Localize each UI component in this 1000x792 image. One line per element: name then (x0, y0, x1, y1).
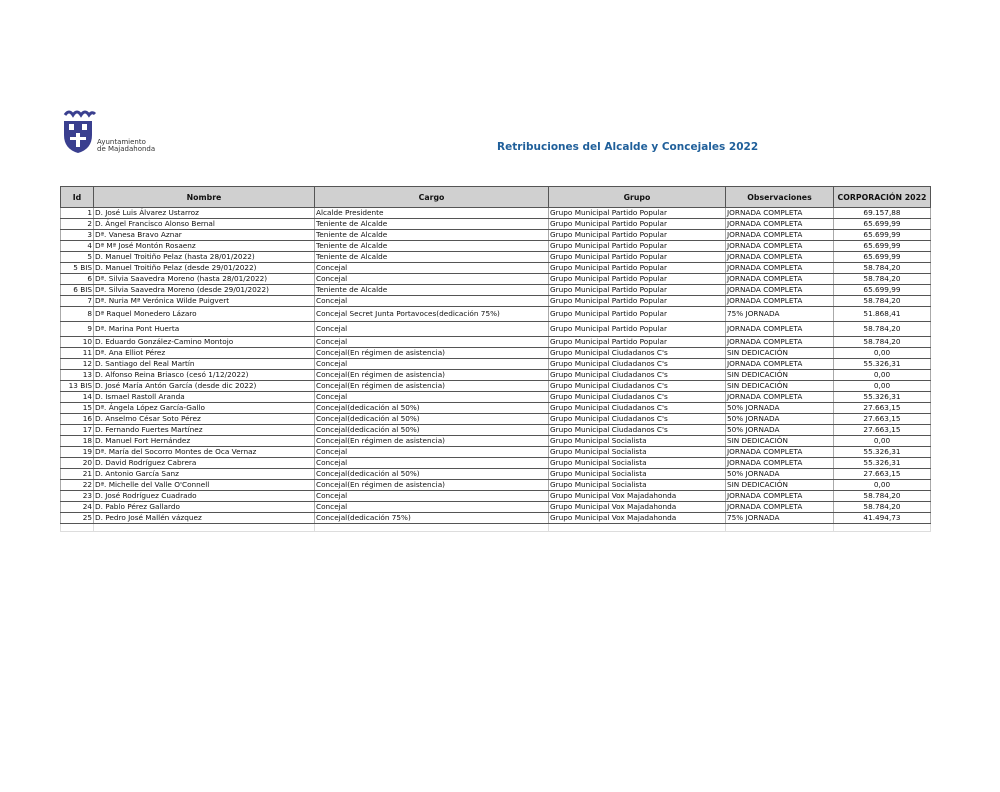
cell-cargo: Concejal (315, 491, 549, 502)
table-row (61, 263, 931, 274)
cell-grupo: Grupo Municipal Partido Popular (549, 263, 726, 274)
cell-grupo: Grupo Municipal Partido Popular (549, 230, 726, 241)
cell-nombre: D. Santiago del Real Martín (94, 359, 315, 370)
cell-observaciones: SIN DEDICACIÓN (726, 436, 834, 447)
cell-observaciones: 75% JORNADA (726, 307, 834, 322)
cell-id: 12 (61, 359, 94, 370)
cell-grupo: Grupo Municipal Vox Majadahonda (549, 502, 726, 513)
cell-nombre: D. Ismael Rastoll Aranda (94, 392, 315, 403)
cell-grupo: Grupo Municipal Partido Popular (549, 219, 726, 230)
cell-importe: 58.784,20 (834, 502, 931, 513)
cell-id: 16 (61, 414, 94, 425)
cell-cargo: Concejal(En régimen de asistencia) (315, 348, 549, 359)
cell-id: 3 (61, 230, 94, 241)
cell-cargo: Teniente de Alcalde (315, 219, 549, 230)
table-row (61, 322, 931, 337)
cell-importe: 65.699,99 (834, 252, 931, 263)
header-id: Id (61, 187, 94, 208)
cell-observaciones: SIN DEDICACIÓN (726, 381, 834, 392)
cell-cargo: Concejal (315, 337, 549, 348)
cell-cargo: Concejal(En régimen de asistencia) (315, 436, 549, 447)
cell-grupo: Grupo Municipal Ciudadanos C's (549, 403, 726, 414)
cell-cargo: Concejal(dedicación 75%) (315, 513, 549, 524)
cell-nombre: D. Ángel Francisco Alonso Bernal (94, 219, 315, 230)
cell-id: 6 BIS (61, 285, 94, 296)
header-corporacion: CORPORACIÓN 2022 (834, 187, 931, 208)
cell-nombre: D. Manuel Fort Hernández (94, 436, 315, 447)
cell-observaciones: JORNADA COMPLETA (726, 502, 834, 513)
cell-id: 20 (61, 458, 94, 469)
cell-id: 19 (61, 447, 94, 458)
cell-nombre: Dª. Marina Pont Huerta (94, 322, 315, 337)
cell-observaciones: SIN DEDICACIÓN (726, 348, 834, 359)
cell-cargo: Concejal(En régimen de asistencia) (315, 370, 549, 381)
cell-nombre: Dª. Nuria Mª Verónica Wilde Puigvert (94, 296, 315, 307)
cell-nombre: D. Fernando Fuertes Martínez (94, 425, 315, 436)
cell-grupo: Grupo Municipal Socialista (549, 480, 726, 491)
cell-grupo: Grupo Municipal Partido Popular (549, 241, 726, 252)
cell-nombre: Dª. Ana Elliot Pérez (94, 348, 315, 359)
cell-grupo: Grupo Municipal Ciudadanos C's (549, 425, 726, 436)
blank-cell (549, 524, 726, 532)
cell-cargo: Alcalde Presidente (315, 208, 549, 219)
cell-grupo: Grupo Municipal Ciudadanos C's (549, 414, 726, 425)
cell-id: 10 (61, 337, 94, 348)
cell-nombre: D. José Luis Álvarez Ustarroz (94, 208, 315, 219)
cell-id: 13 BIS (61, 381, 94, 392)
cell-importe: 65.699,99 (834, 219, 931, 230)
cell-observaciones: JORNADA COMPLETA (726, 219, 834, 230)
cell-nombre: Dª. Michelle del Valle O'Connell (94, 480, 315, 491)
table-row (61, 348, 931, 359)
cell-observaciones: JORNADA COMPLETA (726, 252, 834, 263)
cell-id: 8 (61, 307, 94, 322)
cell-id: 5 (61, 252, 94, 263)
cell-observaciones: JORNADA COMPLETA (726, 491, 834, 502)
cell-cargo: Concejal(En régimen de asistencia) (315, 381, 549, 392)
cell-grupo: Grupo Municipal Socialista (549, 436, 726, 447)
logo-line-2: de Majadahonda (97, 145, 156, 153)
table-row (61, 469, 931, 480)
cell-nombre: Dª Raquel Monedero Lázaro (94, 307, 315, 322)
cell-observaciones: 50% JORNADA (726, 469, 834, 480)
cell-grupo: Grupo Municipal Partido Popular (549, 307, 726, 322)
cell-importe: 41.494,73 (834, 513, 931, 524)
table-row (61, 359, 931, 370)
cell-nombre: D. Alfonso Reina Briasco (cesó 1/12/2022) (94, 370, 315, 381)
cell-importe: 55.326,31 (834, 447, 931, 458)
cell-nombre: D. Anselmo César Soto Pérez (94, 414, 315, 425)
cell-grupo: Grupo Municipal Partido Popular (549, 274, 726, 285)
cell-importe: 51.868,41 (834, 307, 931, 322)
table-row (61, 425, 931, 436)
cell-id: 5 BIS (61, 263, 94, 274)
cell-grupo: Grupo Municipal Ciudadanos C's (549, 359, 726, 370)
cell-cargo: Concejal(dedicación al 50%) (315, 469, 549, 480)
cell-nombre: Dª. Vanesa Bravo Aznar (94, 230, 315, 241)
cell-id: 25 (61, 513, 94, 524)
cell-importe: 0,00 (834, 381, 931, 392)
cell-grupo: Grupo Municipal Ciudadanos C's (549, 392, 726, 403)
table-row (61, 285, 931, 296)
cell-cargo: Concejal (315, 322, 549, 337)
cell-nombre: D. José Rodríguez Cuadrado (94, 491, 315, 502)
header-cargo: Cargo (315, 187, 549, 208)
table-row (61, 392, 931, 403)
cell-grupo: Grupo Municipal Partido Popular (549, 337, 726, 348)
cell-cargo: Concejal (315, 263, 549, 274)
cell-id: 22 (61, 480, 94, 491)
cell-id: 14 (61, 392, 94, 403)
cell-observaciones: JORNADA COMPLETA (726, 322, 834, 337)
cell-observaciones: JORNADA COMPLETA (726, 447, 834, 458)
cell-cargo: Concejal (315, 458, 549, 469)
table-row (61, 414, 931, 425)
cell-importe: 0,00 (834, 480, 931, 491)
cell-nombre: Dª. Silvia Saavedra Moreno (desde 29/01/2022) (94, 285, 315, 296)
cell-cargo: Concejal (315, 274, 549, 285)
cell-observaciones: JORNADA COMPLETA (726, 274, 834, 285)
cell-importe: 58.784,20 (834, 491, 931, 502)
cell-cargo: Concejal (315, 392, 549, 403)
cell-importe: 27.663,15 (834, 403, 931, 414)
cell-importe: 55.326,31 (834, 392, 931, 403)
cell-observaciones: SIN DEDICACIÓN (726, 480, 834, 491)
cell-observaciones: JORNADA COMPLETA (726, 285, 834, 296)
table-blank-row (61, 524, 931, 532)
retribuciones-table (60, 186, 931, 532)
cell-observaciones: JORNADA COMPLETA (726, 458, 834, 469)
cell-grupo: Grupo Municipal Vox Majadahonda (549, 491, 726, 502)
cell-importe: 55.326,31 (834, 458, 931, 469)
cell-importe: 58.784,20 (834, 337, 931, 348)
cell-observaciones: JORNADA COMPLETA (726, 359, 834, 370)
table-row (61, 230, 931, 241)
cell-cargo: Concejal Secret Junta Portavoces(dedicación 75%) (315, 307, 549, 322)
cell-cargo: Concejal(dedicación al 50%) (315, 414, 549, 425)
cell-grupo: Grupo Municipal Partido Popular (549, 208, 726, 219)
header-nombre: Nombre (94, 187, 315, 208)
table-row (61, 370, 931, 381)
cell-importe: 69.157,88 (834, 208, 931, 219)
table-row (61, 241, 931, 252)
cell-cargo: Teniente de Alcalde (315, 241, 549, 252)
cell-cargo: Concejal (315, 359, 549, 370)
blank-cell (315, 524, 549, 532)
cell-nombre: Dª. Ángela López García-Gallo (94, 403, 315, 414)
cell-cargo: Teniente de Alcalde (315, 285, 549, 296)
cell-id: 9 (61, 322, 94, 337)
cell-grupo: Grupo Municipal Ciudadanos C's (549, 348, 726, 359)
cell-observaciones: JORNADA COMPLETA (726, 296, 834, 307)
cell-importe: 27.663,15 (834, 425, 931, 436)
cell-importe: 0,00 (834, 348, 931, 359)
cell-id: 15 (61, 403, 94, 414)
cell-importe: 55.326,31 (834, 359, 931, 370)
cell-nombre: Dª. Silvia Saavedra Moreno (hasta 28/01/2022) (94, 274, 315, 285)
cell-cargo: Teniente de Alcalde (315, 230, 549, 241)
cell-nombre: D. Manuel Troitiño Pelaz (hasta 28/01/2022) (94, 252, 315, 263)
cell-grupo: Grupo Municipal Partido Popular (549, 322, 726, 337)
cell-cargo: Concejal(En régimen de asistencia) (315, 480, 549, 491)
cell-nombre: D. David Rodríguez Cabrera (94, 458, 315, 469)
table-header-row (61, 187, 931, 208)
cell-cargo: Concejal (315, 296, 549, 307)
logo-line-1: Ayuntamiento (97, 138, 146, 146)
table-row (61, 208, 931, 219)
cell-cargo: Concejal(dedicación al 50%) (315, 425, 549, 436)
cell-observaciones: 50% JORNADA (726, 403, 834, 414)
cell-cargo: Concejal (315, 447, 549, 458)
cell-grupo: Grupo Municipal Ciudadanos C's (549, 370, 726, 381)
cell-id: 6 (61, 274, 94, 285)
cell-nombre: D. José María Antón García (desde dic 2022) (94, 381, 315, 392)
cell-importe: 58.784,20 (834, 296, 931, 307)
table-row (61, 296, 931, 307)
cell-nombre: Dª Mª José Montón Rosaenz (94, 241, 315, 252)
logo-text (97, 139, 155, 153)
table-row (61, 502, 931, 513)
cell-importe: 65.699,99 (834, 241, 931, 252)
cell-observaciones: 75% JORNADA (726, 513, 834, 524)
cell-id: 23 (61, 491, 94, 502)
cell-importe: 27.663,15 (834, 414, 931, 425)
cell-observaciones: JORNADA COMPLETA (726, 230, 834, 241)
cell-grupo: Grupo Municipal Partido Popular (549, 285, 726, 296)
table-row (61, 480, 931, 491)
table-row (61, 252, 931, 263)
cell-observaciones: JORNADA COMPLETA (726, 263, 834, 274)
table-row (61, 381, 931, 392)
cell-observaciones: JORNADA COMPLETA (726, 241, 834, 252)
cell-nombre: D. Manuel Troitiño Pelaz (desde 29/01/2022) (94, 263, 315, 274)
table-row (61, 219, 931, 230)
blank-cell (726, 524, 834, 532)
table-row (61, 307, 931, 322)
cell-importe: 0,00 (834, 436, 931, 447)
cell-id: 18 (61, 436, 94, 447)
cell-grupo: Grupo Municipal Ciudadanos C's (549, 381, 726, 392)
cell-cargo: Concejal(dedicación al 50%) (315, 403, 549, 414)
cell-nombre: D. Pedro José Mallén vázquez (94, 513, 315, 524)
cell-grupo: Grupo Municipal Socialista (549, 447, 726, 458)
cell-importe: 58.784,20 (834, 263, 931, 274)
cell-id: 17 (61, 425, 94, 436)
cell-grupo: Grupo Municipal Partido Popular (549, 296, 726, 307)
blank-cell (94, 524, 315, 532)
cell-observaciones: JORNADA COMPLETA (726, 208, 834, 219)
table-row (61, 513, 931, 524)
table-row (61, 436, 931, 447)
table-row (61, 458, 931, 469)
table-row (61, 403, 931, 414)
cell-nombre: D. Eduardo González-Camino Montojo (94, 337, 315, 348)
cell-grupo: Grupo Municipal Socialista (549, 469, 726, 480)
table-row (61, 274, 931, 285)
cell-id: 13 (61, 370, 94, 381)
cell-observaciones: 50% JORNADA (726, 425, 834, 436)
coat-of-arms-icon (60, 107, 100, 157)
cell-nombre: D. Pablo Pérez Gallardo (94, 502, 315, 513)
cell-cargo: Concejal (315, 502, 549, 513)
cell-id: 11 (61, 348, 94, 359)
cell-importe: 0,00 (834, 370, 931, 381)
cell-id: 1 (61, 208, 94, 219)
cell-id: 21 (61, 469, 94, 480)
cell-nombre: D. Antonio García Sanz (94, 469, 315, 480)
cell-id: 4 (61, 241, 94, 252)
cell-id: 24 (61, 502, 94, 513)
blank-cell (61, 524, 94, 532)
cell-importe: 65.699,99 (834, 230, 931, 241)
cell-grupo: Grupo Municipal Partido Popular (549, 252, 726, 263)
page-title: Retribuciones del Alcalde y Concejales 2022 (497, 141, 759, 153)
header-grupo: Grupo (549, 187, 726, 208)
cell-importe: 58.784,20 (834, 322, 931, 337)
cell-observaciones: JORNADA COMPLETA (726, 392, 834, 403)
header-observaciones: Observaciones (726, 187, 834, 208)
table-row (61, 337, 931, 348)
cell-observaciones: JORNADA COMPLETA (726, 337, 834, 348)
table-row (61, 491, 931, 502)
table-body (61, 208, 931, 532)
blank-cell (834, 524, 931, 532)
cell-grupo: Grupo Municipal Socialista (549, 458, 726, 469)
cell-nombre: Dª. María del Socorro Montes de Oca Vernaz (94, 447, 315, 458)
cell-importe: 27.663,15 (834, 469, 931, 480)
cell-observaciones: 50% JORNADA (726, 414, 834, 425)
cell-cargo: Teniente de Alcalde (315, 252, 549, 263)
table-row (61, 447, 931, 458)
cell-importe: 65.699,99 (834, 285, 931, 296)
cell-id: 7 (61, 296, 94, 307)
cell-importe: 58.784,20 (834, 274, 931, 285)
cell-id: 2 (61, 219, 94, 230)
cell-observaciones: SIN DEDICACIÓN (726, 370, 834, 381)
cell-grupo: Grupo Municipal Vox Majadahonda (549, 513, 726, 524)
